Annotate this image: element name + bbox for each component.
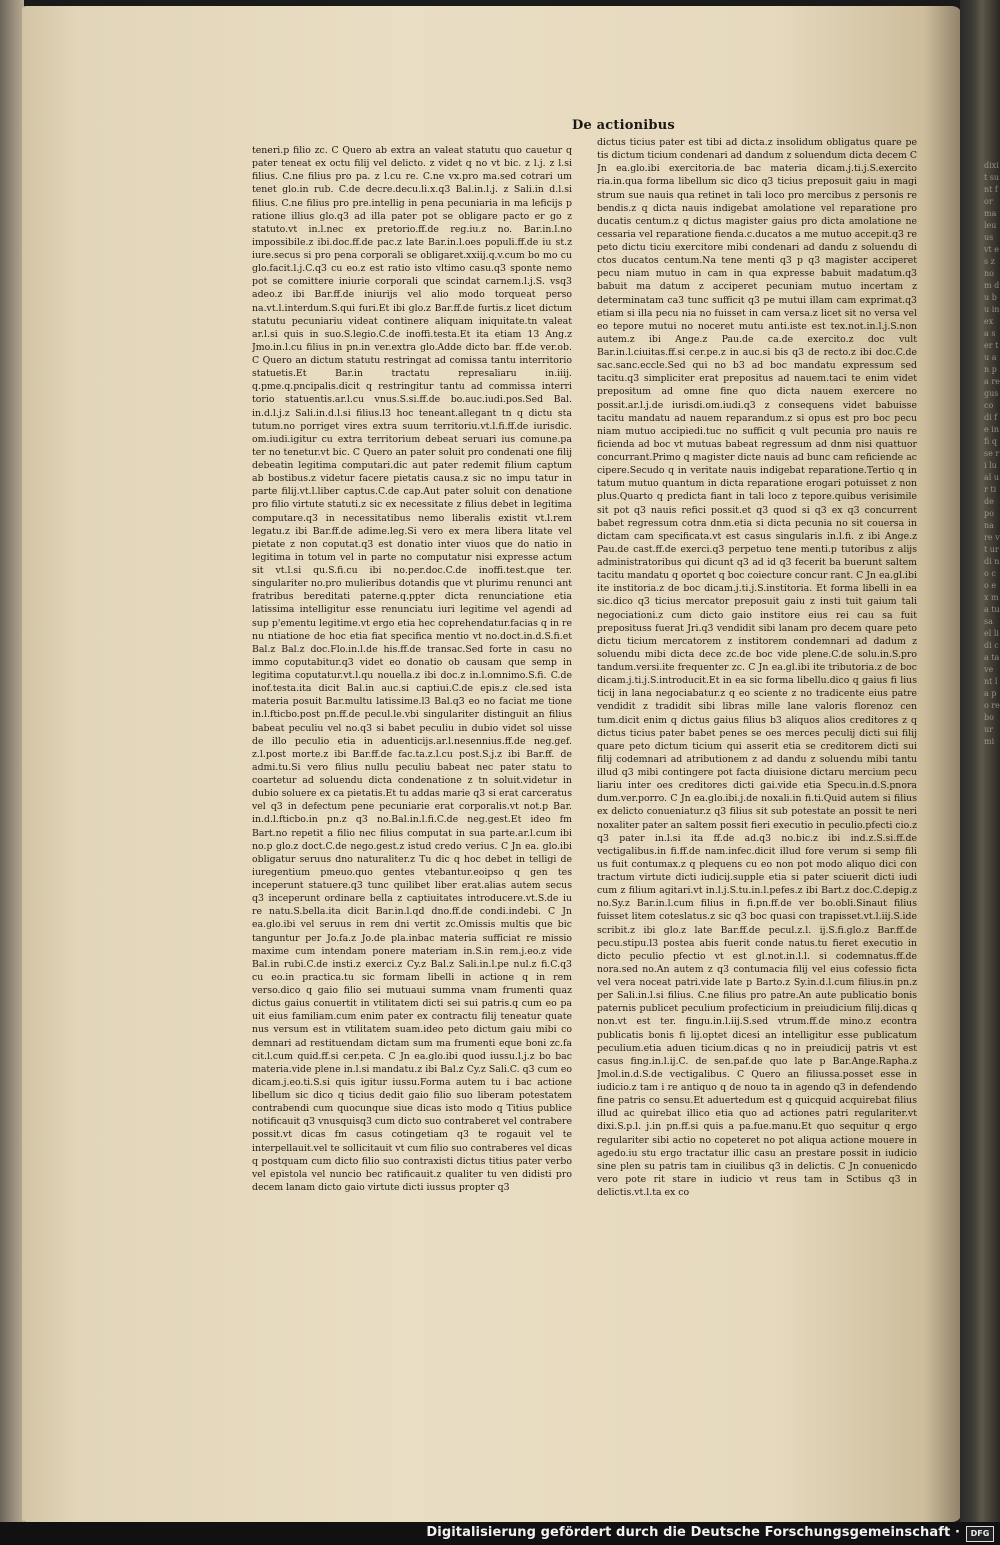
text-column-right: dictus ticius pater est tibi ad dicta.z insolidum obligatus quare pe tis dictum ticium condenari ad dandum z soluendum dicta decem C Jn ea.glo.ibi exercitoria.de bac materia dicam.j.ti.j.S.exercito ria.in.qua forma libellum sic dico q3 ticius preposuit gaiu in magi strum sue nauis qua retinet in tali loco pro mercibus z personis re bendis.z q dicta nauis indigebat amolatione vel reparatione pro ducatis centum.z q dictus magister gaius pro dicta amolatione ne cessaria vel reparatione fienda.c.ducatos a me mutuo accepit.q3 re peto dictu ticiu exercitore mibi condenari ad dandu z soluendu di ctos ducatos centum.Na tene menti q3 p q3 magister acciperet pecu niam mutuo in cam in qua expresse babuit madatum.q3 babuit ma datum z acciperet pecuniam mutuo incertam z determinatam ca3 tunc sufficit q3 pe mutui illam cam exprimat.q3 etiam si illa pecu nia no fuisset in cam versa.z licet sit no versa vel eo tepore mutui no noceret mutu anti.iste est tex.not.in.l.j.S.non autem.z ibi Ange.z Pau.de ca.de exercito.z doc vult Bar.in.l.ciuitas.ff.si cer.pe.z in auc.si bis q3 de recto.z ibi doc.C.de sac.sanc.eccle.Sed qui no b3 ad boc mandatu expressum sed tacitu.q3 simpliciter erat prepositus ad nauem.taci te enim videt prepositum ad omne fine quo dicta nauem exercere no possit.ar.l.j.de iurisdi.om.iudi.q3 z consequens videt babuisse tacitu mandatu ad nauem reparandum.z si opus est pro boc pecu niam mutuo accipiedi.tuc no sufficit q vult pecunia pro nauis re ficienda ad boc vt mutuas babeat regressum ad dnm nisi quattuor concurrant.Primo q magister dicte nauis ad bunc cam reficiende ac cipere.Secudo q in veritate nauis indigebat reparatione.Tertio q in tatum mutuo quantum in dicta reparatione erogari potuisset z non plus.Quarto q predicta fiant in tali loco z tepore.quibus verisimile sit pot q3 nauis refici possit.et q3 quod si q3 ex q3 concurrent babet regressum cotra dnm.etia si dicta pecunia no sit couersa in dictam cam specificata.vt est casus singularis in.l.fi. z ibi Ange.z Pau.de cast.ff.de exerci.q3 perpetuo tene menti.p tutoribus z alijs administratoribus qui dicunt q3 ad id q3 fecerit ba buerunt saltem tacitu mandatu q oportet q boc coiecture concur rant. C Jn ea.gl.ibi ite institoria.z de boc dicam.j.ti.j.S.institoria. Et forma libelli in ea sic.dico q3 ticius mercator preposuit gaiu z insti tuit gaium tali negociationi.z cum dicto gaio institore eius rei cau sa fuit preposituss fuerat Jri.q3 vendidit sibi lanam pro decem quare peto dictu ticium mercatorem z institorem condemnari ad dadum z soluendu mibi dicta dece zc.de boc vide plene.C.de solu.in.S.pro tandum.versi.ite frequenter zc. C Jn ea.gl.ibi ite tributoria.z de boc dicam.j.ti.j.S.introducit.Et in ea sic forma libellu.dico q gaius fi lius ticij in lana negociabatur.z q eo sciente z no tradicente eius patre vendidit z tradidit sibi libras mille lane valoris florenoz cen tum.dicit enim q dictus gaius filius b3 aliquos alios creditores z q dictus ticius pater babet penes se oes merces peculij dicti sui filij quare peto dictum ticium qui asserit etia se creditorem dicti sui filij codemnari ad atributionem z ad dandu z soluendu mibi tantu illud q3 mibi contingere pot facta diuisione dictaru mercium pecu liariu inter oes creditores dicti gai.vide etia Specu.in.d.S.pnora dum.ver.porro. C Jn ea.glo.ibi.j.de noxali.in fi.ti.Quid autem si filius ex delicto conueniatur.z q3 filius sit sub potestate an possit te neri noxaliter pater an saltem possit fieri executio in peculio.pfecti cio.z q3 pater in.l.si ita ff.de ad.q3 no.bic.z ibi ind.z.S.si.ff.de vectigalibus.in fi.ff.de nam.infec.dicit illud fore verum si semp fili us fuit contumax.z q plequens cu eo non pot modo aliquo dici con tractum virtute dicti iudicij.supple etia si pater sciuerit dicti iudi cum z filium agitari.vt in.l.j.S.tu.in.l.pefes.z ibi Bart.z doc.C.depig.z no.Sy.z Bar.in.l.cum filius in fi.pn.ff.de ver bo.obli.Sinaut filius fuisset litem coteslatus.z sic q3 boc quasi con trapisset.vt.l.iij.S.ide scribit.z ibi glo.z late Bar.ff.de pecul.z.l. ij.S.fi.glo.z Bar.ff.de pecu.stipu.l3 postea abis fuerit conde natus.tu fieret executio in dicto peculio pfectio vt est gl.not.in.l.l. si codemnatus.ff.de nora.sed no.An autem z q3 contumacia filij vel eius cofessio ficta vel vera noceat patri.vide late p Barto.z Sy.in.d.l.cum filius.in pn.z per Sali.in.l.si filius. C.ne filius pro patre.An aute publicatio bonis paternis publicet peculium profecticium in preiudicium filij.dicas q non.vt est ter. fingu.in.l.iij.S.sed vtrum.ff.de mino.z econtra publicatis bonis fi lij.optet dicesi an intelligitur esse publicatum peculium.etia aduen ticium.dicas q no in preiudicij patris vt est casus fing.in.l.ij.C. de sen.paf.de quo late p Bar.Ange.Rapha.z Jmol.in.d.S.de vectigalibus. C Quero an filiussa.posset esse in iudicio.z tam i re antiquo q de nouo ta in agendo q3 in defendendo fine patris co sensu.Et aduertedum est q quicquid acquirebat filius illud ac quirebat illico etia quo ad actiones patri regulariter.vt dixi.S.p.l. j.in pn.ff.si quis a pa.fue.manu.Et quo sequitur q ergo regulariter sibi actio no copeteret no pot aliqua actione mouere in agedo.iu stu ergo tractatur illic casu an prestare possit in iudicio sine plen su patris tam in ciuilibus q3 in delictis. C Jn conuenicdo vero pote rit stare in iudicio vt reus tam in Sctibus q3 in delictis.vt.l.ta ex co (597, 137, 917, 1198)
running-header: De actionibus (572, 118, 675, 133)
facing-page-text-strip: dixit sunt forma leuus vt es z nom du bu in ex a ser tu an pa re gus co di fe in fi q se ri lu al ur ti de po na re vt ur di no co ex ma tu sa el li di ca ta ve nt la po re bo ur mi (984, 161, 1000, 746)
funding-credit (426, 1525, 960, 1540)
dfg-logo: DFG (966, 1526, 994, 1542)
funding-credit-text: Digitalisierung gefördert durch die Deutsche Forschungsgemeinschaft (426, 1525, 951, 1540)
text-column-left: teneri.p filio zc. C Quero ab extra an valeat statutu quo cauetur q pater teneat ex octu filij vel delicto. z videt q no vt bic. z l.j. z l.si filius. C.ne filius pro pa. z l.cu re. C.ne vx.pro ma.sed cotrari um tenet glo.in rub. C.de decre.decu.li.x.q3 Bal.in.l.j. z Sali.in d.l.si filius. C.ne filius pro pre.intellig in pena pecuniaria in ma leficijs p ratione illius glo.q3 ad illa pater pot se obligare pacto er go z statuto.vt in.l.nec ex pretorio.ff.de reg.iu.z no. Bar.in.l.no impossibile.z ibi.doc.ff.de pac.z late Bar.in.l.oes populi.ff.de iu st.z iure.secus si pro pena corporali se obligaret.xxiij.q.v.cum bo mo cu glo.facit.l.j.C.q3 cu eo.z est ratio isto vltimo casu.q3 sponte nemo pot se comittere iniurie corporali que scindat carnem.l.j.S. vsq3 adeo.z ibi Bar.ff.de iniurijs vel alio modo torqueat perso na.vt.l.interdum.S.qui furi.Et ibi glo.z Bar.ff.de furtis.z licet dictum statutu pecuniariu videat continere aliquam iniquitate.tn valeat ar.l.si quis in suo.S.legio.C.de inoffi.testa.Et ita etiam 13 Ang.z Jmo.in.l.cu filius in pn.in ver.extra glo.Adde dicto bar. ff.de ver.ob. C Quero an dictum statutu restringat ad comissa tantu interritorio statuetis.Et Bar.in tractatu represaliaru in.iiij. q.pme.q.pncipalis.dicit q restringitur tantu ad commissa interri torio statuentis.ar.l.cu vnus.S.si.ff.de bo.auc.iudi.pos.Sed Bal. in.d.l.j.z Sali.in.d.l.si filius.l3 hoc teneant.allegant tn q dictu sta tutum.no porriget vires extra suum territoriu.vt.l.fi.ff.de iurisdic. om.iudi.igitur cu extra territorium debeat seruari ius comune.pa ter no tenetur.vt bic. C Quero an pater soluit pro condenati one filij debeatin legitima computari.dic aut pater redemit filium captum ab bostibus.z videtur facere pietatis causa.z sic no impu tatur in parte filij.vt.l.liber captus.C.de cap.Aut pater soluit con denatione pro filio virtute statuti.z sic ex necessitate z filius debet in legitima computare.q3 in necessitatibus nemo liberalis existit vt.l.rem legatu.z ibi Bar.ff.de adime.leg.Si vero ex mera libera litate vel pietate z non coputat.q3 est donatio inter viuos que do natio in legitima in totum vel in parte no computatur nisi expresse actum sit vt.l.si qu.S.fi.cu ibi no.per.doc.C.de inoffi.test.que ter. singulariter no.pro mulieribus dotandis que vt plurimu renunci ant fratribus bereditati paterne.q.ppter dicta renunciatione etia latissima intelligitur esse renunciatu iuri legitime vel agendi ad sup p'ementu legitime.vt ergo etia hec coprehendatur.facias q in re nu ntiatione de hoc etia fiat specifica mentio vt no.doct.in.d.S.fi.et Bal.z Bal.z doc.Flo.in.l.de his.ff.de transac.Sed forte in casu no immo coputabitur.q3 videt eo donatio ob causam que semp in legitima coputatur.vt.l.qu nouella.z ibi doc.z in.l.omnimo.S.fi. C.de inof.testa.ita dicit Bal.in auc.si captiui.C.de epis.z cle.sed ista materia posuit Bar.multu latissime.l3 Bal.q3 eo no faciat me tione in.l.fticbo.post pn.ff.de pecul.le.vbi singulariter distinguit an filius babeat peculiu vel no.q3 si babet peculiu in dubio videt sol uisse de illo peculio etia in aduenticijs.ar.l.nesennius.ff.de neg.gef. z.l.post morte.z ibi Bar.ff.de fac.ta.z.l.cu post.S.j.z ibi Bar.ff. de admi.tu.Si vero filius nullu peculiu babeat nec pater statu to coartetur ad soluendu dicta condenatione z tn soluit.videtur in dubio soluere ex ca pietatis.Et tu addas marie q3 si erat carceratus vel q3 in defectum pene pecuniarie erat corporalis.vt not.p Bar. in.d.l.fticbo.in pn.z q3 no.Bal.in.l.fi.C.de neg.gest.Et ideo fm Bart.no repetit a filio nec filius computat in sua parte.ar.l.cum ibi no.p glo.z doct.C.de nego.gest.z istud credo verius. C Jn ea. glo.ibi obligatur seruus dno naturaliter.z Tu dic q hoc debet in telligi de iuregentium pmeuo.quo gentes vtebantur.eoipso q gen tes inceperunt statuere.q3 tunc quilibet liber erat.alias autem secus q3 inceperunt ordinare bella z captiuitates introducere.vt.S.de iu re natu.S.bella.ita dicit Bar.in.l.qd dno.ff.de condi.indebi. C Jn ea.glo.ibi vel seruus in rem dni vertit zc.Omissis multis que bic tanguntur per Jo.fa.z Jo.de pla.inbac materia sufficiat re missio maxime cum intendam ponere materiam in.S.in rem.j.eo.z vide Bal.in rubi.C.de insti.z exerci.z Cy.z Bal.z Sali.in.l.pe nul.z fi.C.q3 cu eo.in practica.tu sic formam libelli in actione q in rem verso.dico q gaio filio sei mutuaui summa vnam frumenti quaz dictus gaius conuertit in vtilitatem dicti sei sui patris.q cum eo pa uit eius familiam.cum enim pater ex contractu filij teneatur quate nus versum est in vtilitatem suam.ideo peto dictum gaiu mibi co demnari ad restituendam dictam sum ma frumenti eque boni zc.fa cit.l.cum quid.ff.si cer.peta. C Jn ea.glo.ibi quod iussu.l.j.z bo bac materia.vide plene in.l.si mandatu.z ibi Bal.z Cy.z Sali.C. q3 cum eo dicam.j.eo.ti.S.si quis igitur iussu.Forma autem tu i bac actione libellum sic dico q ticius dedit gaio filio suo liberam potestatem contrabendi cum quocunque siue dicas isto modo q Titius publice notificauit q3 vnusquisq3 cum dicto suo contraberet vel contrabere possit.vt dicas fm casus cotingetiam q3 te rogauit vel te interpellauit.vel te sollicitauit vt cum filio suo contraberes vel dicas q postquam cum dicto filio suo contraxisti dictus titius pater verbo vel epistola vel nuncio bec ratificauit.z qualiter tu ven didisti pro decem lanam dicto gaio virtute dicti iussus propter q3 (252, 145, 572, 1193)
book-page-edges-left (0, 0, 24, 1522)
funding-credit-separator: · (954, 1525, 960, 1540)
